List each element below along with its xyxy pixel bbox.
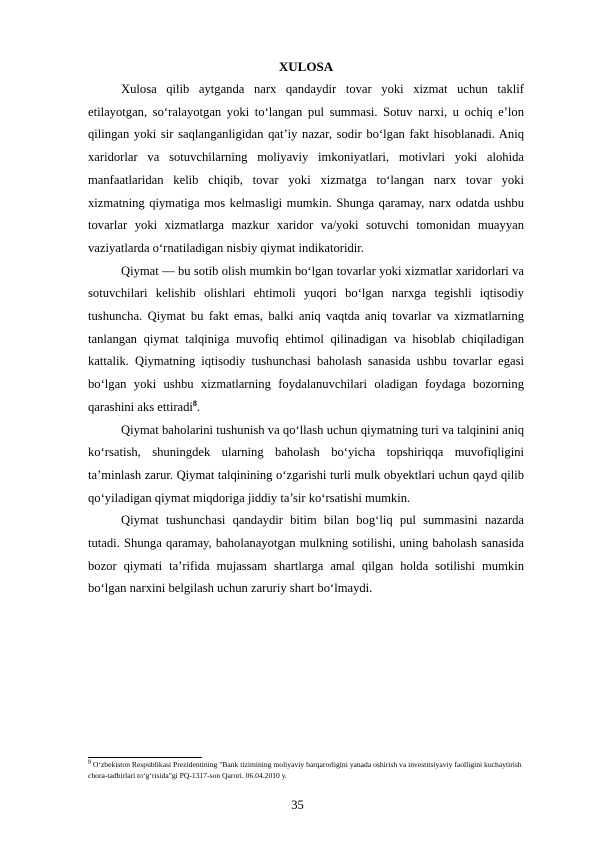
footnote-text: O‘zbekiston Respublikasi Prezidentining "Bank tizimining moliyaviy barqarorligini yanada oshirish va investitsiyaviy faolligini kuchaytirish chora-tadbirlari to‘g‘risida"gi PQ-1317-son Qarori. 06.04.2010 y. — [88, 760, 522, 780]
document-body — [88, 56, 524, 600]
paragraph-2-text: Qiymat — bu sotib olish mumkin bo‘lgan tovarlar yoki xizmatlar xaridorlari va sotuvchilari kelishib olishlari ehtimoli yuqori bo‘lgan narxga tegishli iqtisodiy tushuncha. Qiymat bu fakt emas, balki aniq vaqtda aniq tovarlar va xizmatlarning tanlangan qiymat talqiniga muvofiq ehtimol qilinadigan va hisoblab chiqiladigan kattalik. Qiymatning iqtisodiy tushunchasi baholash sanasida ushbu tovarlar egasi bo‘lgan yoki ushbu xizmatlarning foydalanuvchilari oladigan foydaga bozorning qarashini aks ettiradi — [88, 263, 524, 414]
footnote — [88, 759, 524, 781]
page-number: 35 — [291, 798, 304, 812]
paragraph-4: Qiymat tushunchasi qandaydir bitim bilan bog‘liq pul summasini nazarda tutadi. Shunga qaramay, baholanayotgan mulkning sotilishi, uning baholash sanasida bozor qiymati ta’rifida mujassam shartlarga amal qilgan holda sotilishi mumkin bo‘lgan narxini belgilash uchun zaruriy shart bo‘lmaydi. — [88, 513, 524, 596]
footnote-separator — [88, 757, 202, 758]
paragraph-2 — [88, 260, 524, 419]
paragraph-1: Xulosa qilib aytganda narx qandaydir tovar yoki xizmat uchun taklif etilayotgan, so‘ralayotgan yoki to‘langan pul summasi. Sotuv narxi, u ochiq e’lon qilingan yoki sir saqlanganligidan qat’iy nazar, sodir bo‘lgan fakt hisoblanadi. Aniq xaridorlar va sotuvchilarning moliyaviy imkoniyatlari, motivlari yoki alohida manfaatlaridan kelib chiqib, tovar yoki xizmatga to‘langan narx tovar yoki xizmatning qiymatiga mos kelmasligi mumkin. Shunga qaramay, narx odatda ushbu tovarlar yoki xizmatlarga mazkur xaridor va/yoki sotuvchi tomonidan muayyan vaziyatlarda o‘rnatiladigan nisbiy qiymat indikatoridir. — [88, 82, 524, 255]
footnote-marker: 8 — [88, 759, 91, 766]
paragraph-2-end: . — [196, 399, 201, 414]
paragraph-3: Qiymat baholarini tushunish va qo‘llash uchun qiymatning turi va talqinini aniq ko‘rsatish, shuningdek ularning baholash bo‘yicha topshiriqqa muvofiqligini ta’minlash zarur. Qiymat talqinining o‘zgarishi turli mulk obyektlari uchun qayd qilib qo‘yiladigan qiymat miqdoriga jiddiy ta’sir ko‘rsatishi mumkin. — [88, 422, 524, 505]
section-title: XULOSA — [278, 59, 334, 74]
footnote-reference[interactable]: 8 — [192, 398, 197, 408]
